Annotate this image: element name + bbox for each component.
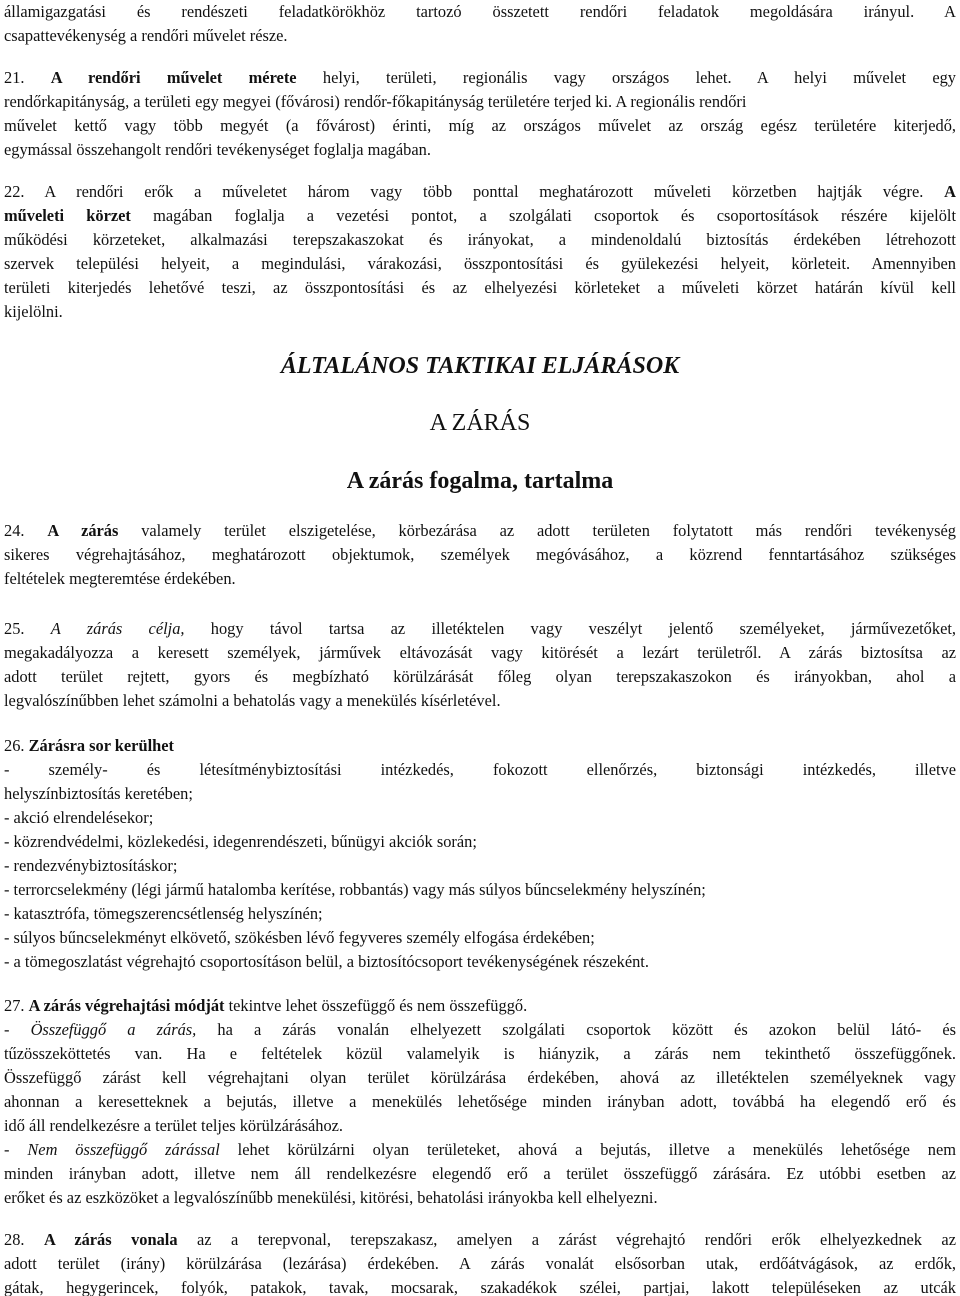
text-line <box>4 519 956 543</box>
text-run: működési körzeteket, alkalmazási terepszakaszokat és irányokat, a mindenoldalú biztosítás érdekében létrehozott <box>4 230 956 249</box>
text-run: ha a zárás vonalán elhelyezett szolgálati csoportok között és azokon belül látó- és <box>196 1020 956 1039</box>
text-run: ahonnan a keresetteknek a bejutás, illetve a menekülés lehetősége minden irányban adott, továbbá ha elegendő erő és <box>4 1092 956 1111</box>
text-run: sikeres végrehajtásához, meghatározott objektumok, személyek megóvásához, a közrend fenntartásához szükséges <box>4 545 956 564</box>
text-line <box>4 926 956 950</box>
text-run: lehet körülzárni olyan területeket, ahová a bejutás, illetve a menekülés lehetősége nem <box>219 1140 956 1159</box>
text-line <box>4 950 956 974</box>
text-run: 22. A rendőri erők a műveletet három vagy több ponttal meghatározott műveleti körzetben hajtják végre. <box>4 182 945 201</box>
text-line <box>4 90 956 114</box>
text-run: egymással összehangolt rendőri tevékenységet foglalja magában. <box>4 140 431 159</box>
text-line <box>4 806 956 830</box>
text-run: minden irányban adott, illetve nem áll rendelkezésre elegendő erő a terület összefüggő zárására. Ez utóbbi esetben az <box>4 1164 956 1183</box>
text-line <box>4 734 956 758</box>
text-line <box>4 567 956 591</box>
text-line <box>4 830 956 854</box>
text-line <box>4 252 956 276</box>
text-line <box>4 1186 956 1210</box>
text-line <box>4 994 956 1018</box>
bold-term: A <box>944 182 956 201</box>
text-run: - személy- és létesítménybiztosítási intézkedés, fokozott ellenőrzés, biztonsági intézkedés, illetve <box>4 760 956 779</box>
bold-term: A zárás vonala <box>43 1230 178 1249</box>
text-run: legvalószínűbben lehet számolni a behatolás vagy a menekülés kísérletével. <box>4 691 501 710</box>
text-line <box>4 1018 956 1042</box>
bold-term: műveleti körzet <box>4 206 131 225</box>
text-line <box>4 114 956 138</box>
text-run: kijelölni. <box>4 302 63 321</box>
text-line <box>4 276 956 300</box>
text-run: - akció elrendelésekor; <box>4 808 154 827</box>
text-run: - <box>4 1020 31 1039</box>
text-run: - súlyos bűncselekményt elkövető, szökésben lévő fegyveres személy elfogása érdekében; <box>4 928 595 947</box>
text-line <box>4 878 956 902</box>
text-line <box>4 1252 956 1276</box>
text-line <box>4 1138 956 1162</box>
text-line <box>4 782 956 806</box>
text-line <box>4 902 956 926</box>
text-line <box>4 689 956 713</box>
text-run: valamely terület elszigetelése, körbezárása az adott területen folytatott más rendőri tevékenység <box>118 521 956 540</box>
text-line <box>4 66 956 90</box>
text-run: területi kiterjedés lehetővé teszi, az összpontosítási és az elhelyezési körleteket a műveleti körzet határán kívül kell <box>4 278 956 297</box>
text-run: hogy távol tartsa az illetéktelen vagy veszélyt jelentő személyeket, járművezetőket, <box>184 619 956 638</box>
text-run: helyi, területi, regionális vagy országos lehet. A helyi művelet egy <box>296 68 956 87</box>
text-run: - közrendvédelmi, közlekedési, idegenrendészeti, bűnügyi akciók során; <box>4 832 477 851</box>
text-line <box>4 854 956 878</box>
text-run: adott terület (irány) körülzárása (lezárása) érdekében. A zárás vonalát elsősorban utak, erdőátvágások, az erdők, <box>4 1254 956 1273</box>
text-line <box>4 138 956 162</box>
text-run: rendőrkapitányság, a területi egy megyei (fővárosi) rendőr-főkapitányság területére terjed ki. A regionális rendőri <box>4 92 747 111</box>
text-line <box>4 300 956 324</box>
text-line <box>4 665 956 689</box>
text-run: ÁLTALÁNOS TAKTIKAI ELJÁRÁSOK <box>280 353 680 379</box>
text-run: 26. <box>4 736 29 755</box>
text-run: adott terület rejtett, gyors és megbízható körülzárását főleg olyan terepszakaszokon és irányokban, ahol a <box>4 667 956 686</box>
text-run: erőket és az eszközöket a legvalószínűbb menekülési, kitörési, behatolási irányokba kell elhelyezni. <box>4 1188 658 1207</box>
text-line <box>4 641 956 665</box>
text-line <box>4 1090 956 1114</box>
text-line <box>4 1276 956 1296</box>
text-run: gátak, hegygerincek, folyók, patakok, tavak, mocsarak, szakadékok szélei, partjai, lakott településeken az utcák <box>4 1278 956 1296</box>
text-run: magában foglalja a vezetési pontot, a szolgálati csoportok és csoportosítások részére kijelölt <box>130 206 956 225</box>
text-run: - a tömegoszlatást végrehajtó csoportosításon belül, a biztosítócsoport tevékenységének részeként. <box>4 952 649 971</box>
text-run: feltételek megteremtése érdekében. <box>4 569 236 588</box>
text-run: csapattevékenység a rendőri művelet része. <box>4 26 288 45</box>
text-line <box>4 1066 956 1090</box>
section-heading-1 <box>0 349 960 383</box>
text-line <box>4 180 956 204</box>
text-run: Összefüggő zárást kell végrehajtani olyan terület körülzárása érdekében, ahová az illetéktelen személyeknek vagy <box>4 1068 956 1087</box>
text-line <box>4 24 956 48</box>
text-run: helyszínbiztosítás keretében; <box>4 784 193 803</box>
text-run: A ZÁRÁS <box>429 410 531 436</box>
text-run: tűzösszeköttetés van. Ha e feltételek közül valamelyik is hiányzik, a zárás nem tekinthető összefüggőnek. <box>4 1044 956 1063</box>
text-line <box>4 1114 956 1138</box>
italic-term: A zárás célja, <box>50 619 185 638</box>
text-line <box>4 617 956 641</box>
text-line <box>4 1228 956 1252</box>
text-run: az a terepvonal, terepszakasz, amelyen a zárást végrehajtó rendőri erők elhelyezkednek az <box>177 1230 956 1249</box>
italic-term: Összefüggő a zárás, <box>30 1020 197 1039</box>
text-run: megakadályozza a keresett személyek, járművek eltávozását vagy kitörését a lezárt területről. A zárás biztosítsa az <box>4 643 956 662</box>
text-run: államigazgatási és rendészeti feladatkörökhöz tartozó összetett rendőri feladatok megoldására irányul. A <box>4 2 956 21</box>
bold-term: A zárás <box>47 521 119 540</box>
bold-term: Zárásra sor kerülhet <box>28 736 174 755</box>
text-line <box>4 0 956 24</box>
text-run: - <box>4 1140 28 1159</box>
text-line <box>4 1162 956 1186</box>
text-run: 28. <box>4 1230 44 1249</box>
text-run: 27. <box>4 996 29 1015</box>
text-run: A zárás fogalma, tartalma <box>346 468 614 494</box>
bold-term: A rendőri művelet mérete <box>50 68 297 87</box>
text-run: művelet kettő vagy több megyét (a fővárost) érinti, míg az országos művelet az ország egész területére kiterjedő, <box>4 116 956 135</box>
text-line <box>4 1042 956 1066</box>
section-heading-2 <box>0 406 960 440</box>
text-run: - katasztrófa, tömegszerencsétlenség helyszínén; <box>4 904 323 923</box>
text-line <box>4 543 956 567</box>
italic-term: Nem összefüggő zárással <box>27 1140 220 1159</box>
bold-term: A zárás végrehajtási módját <box>28 996 225 1015</box>
text-run: szervek települési helyeit, a megindulási, várakozási, összpontosítási és gyülekezési helyeit, körleteit. Amennyiben <box>4 254 956 273</box>
text-run: - terrorcselekmény (légi jármű hatalomba kerítése, robbantás) vagy más súlyos bűncselekmény helyszínén; <box>4 880 706 899</box>
text-line <box>4 204 956 228</box>
section-heading-3 <box>0 464 960 498</box>
text-run: tekintve lehet összefüggő és nem összefüggő. <box>224 996 528 1015</box>
text-run: 24. <box>4 521 48 540</box>
text-run: 25. <box>4 619 51 638</box>
text-line <box>4 758 956 782</box>
text-run: - rendezvénybiztosításkor; <box>4 856 178 875</box>
text-run: idő áll rendelkezésre a terület teljes körülzárásához. <box>4 1116 344 1135</box>
text-line <box>4 228 956 252</box>
text-run: 21. <box>4 68 51 87</box>
